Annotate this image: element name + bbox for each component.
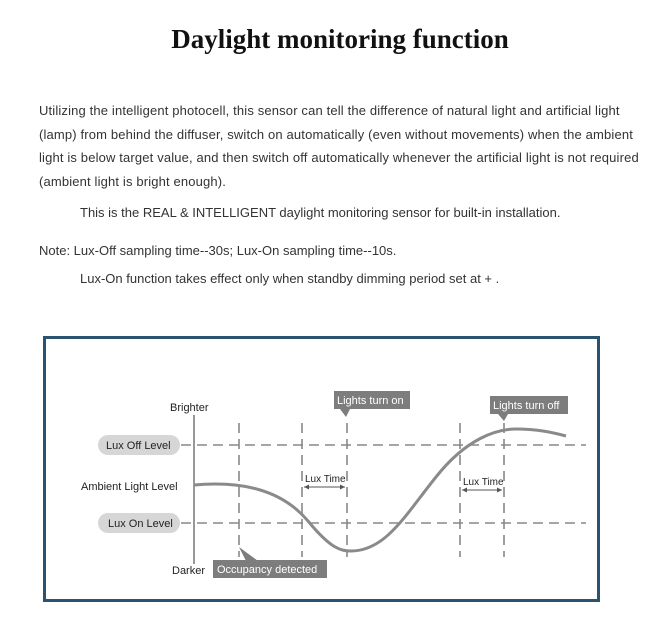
- ambient-light-curve: [194, 429, 566, 551]
- brighter-label: Brighter: [170, 402, 209, 414]
- page-title: Daylight monitoring function: [171, 24, 509, 54]
- description-paragraph: Utilizing the intelligent photocell, this sensor can tell the difference of natural light and artificial light (lamp) from behind the diffuser, switch on automatically (even without movements) when the ambient light is below target value, and then switch off automatically whenever the artificial light is not required (ambient light is bright enough).: [39, 103, 639, 189]
- occupancy-detected-label: Occupancy detected: [217, 564, 318, 576]
- daylight-diagram-frame: [43, 336, 600, 602]
- daylight-diagram: [46, 339, 597, 599]
- ambient-light-level-label: Ambient Light Level: [81, 481, 178, 493]
- intelligent-sensor-statement: This is the REAL & INTELLIGENT daylight monitoring sensor for built-in installation.: [80, 205, 561, 220]
- lux-time-label-1: Lux Time: [305, 474, 346, 485]
- lights-turn-off-label: Lights turn off: [493, 400, 560, 412]
- lux-on-level-label: Lux On Level: [108, 518, 173, 530]
- lux-on-function-note: Lux-On function takes effect only when standby dimming period set at + .: [80, 271, 500, 286]
- sampling-time-note: Note: Lux-Off sampling time--30s; Lux-On sampling time--10s.: [39, 243, 397, 258]
- lights-turn-on-label: Lights turn on: [337, 395, 404, 407]
- lux-off-level-label: Lux Off Level: [106, 440, 171, 452]
- lux-time-label-2: Lux Time: [463, 477, 504, 488]
- darker-label: Darker: [172, 565, 206, 577]
